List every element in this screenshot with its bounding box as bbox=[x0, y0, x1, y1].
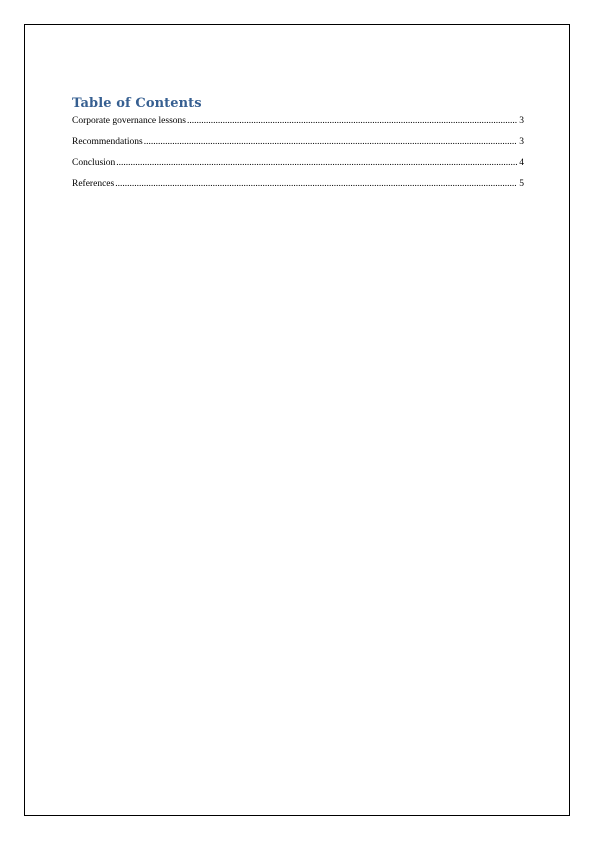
toc-entry-page: 3 bbox=[519, 137, 524, 147]
toc-entry-label: Conclusion bbox=[72, 158, 116, 168]
toc-dot-leader bbox=[187, 116, 517, 127]
toc-entry-recommendations[interactable] bbox=[72, 137, 524, 148]
toc-entry-page: 5 bbox=[519, 179, 524, 189]
toc-entry-label: Corporate governance lessons bbox=[72, 116, 186, 126]
toc-title: Table of Contents bbox=[72, 96, 202, 111]
toc-entry-conclusion[interactable] bbox=[72, 158, 524, 169]
toc-entry-label: Recommendations bbox=[72, 137, 143, 147]
toc-entry-corporate-governance-lessons[interactable] bbox=[72, 116, 524, 127]
toc-dot-leader bbox=[116, 158, 517, 169]
toc-dot-leader bbox=[115, 179, 517, 190]
table-of-contents bbox=[72, 95, 524, 200]
toc-entry-label: References bbox=[72, 179, 115, 189]
toc-entry-page: 3 bbox=[519, 116, 524, 126]
toc-entry-references[interactable] bbox=[72, 179, 524, 190]
toc-dot-leader bbox=[144, 137, 518, 148]
toc-entry-page: 4 bbox=[519, 158, 524, 168]
